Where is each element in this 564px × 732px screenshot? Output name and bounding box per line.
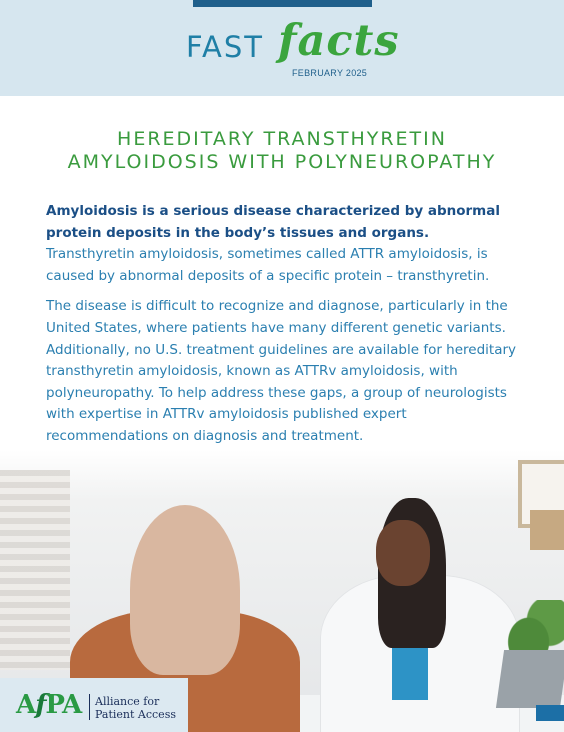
afpa-logo-mark [16, 690, 81, 720]
brand-fast-text: FAST [186, 30, 264, 64]
laptop [496, 650, 564, 708]
logo-divider [89, 694, 90, 720]
logo-text-line-1: Alliance for [95, 695, 160, 708]
logo-letters-pa: PA [45, 690, 82, 720]
page-title [0, 128, 564, 174]
lead-sentence: Amyloidosis is a serious disease characterized by abnormal protein deposits in the body’s tissues and organs. [46, 203, 500, 241]
paragraph-1-rest: Transthyretin amyloidosis, sometimes called ATTR amyloidosis, is caused by abnormal deposits of a specific protein – transthyretin. [46, 246, 490, 284]
paragraph-1 [46, 201, 522, 287]
issue-date: FEBRUARY 2025 [292, 68, 368, 78]
header-banner [0, 0, 564, 96]
patient-hijab [130, 505, 240, 675]
logo-letter-a: A [16, 690, 36, 720]
paragraph-2: The disease is difficult to recognize and diagnose, particularly in the United States, where patients have many different genetic variants. Additionally, no U.S. treatment guidelines are available for hereditary transthyretin amyloidosis, known as ATTRv amyloidosis, with polyneuropathy. To help address these gaps, a group of neurologists with expertise in ATTRv amyloidosis published expert recommendations on diagnosis and treatment. [46, 298, 517, 444]
article-body [46, 201, 522, 457]
window-blinds [0, 470, 70, 670]
afpa-logo-panel [0, 678, 188, 732]
fastfacts-logo [186, 16, 400, 78]
title-line-1: HEREDITARY TRANSTHYRETIN [117, 128, 447, 150]
logo-text-line-2: Patient Access [95, 708, 176, 721]
logo-letter-f: f [35, 690, 46, 720]
corner-accent [536, 705, 564, 721]
brand-facts-text: facts [278, 16, 400, 66]
wall-board [530, 510, 564, 550]
header-accent-bar [193, 0, 372, 7]
title-line-2: AMYLOIDOSIS WITH POLYNEUROPATHY [67, 151, 497, 173]
afpa-logo-text [95, 695, 176, 721]
doctor-face [376, 520, 430, 586]
